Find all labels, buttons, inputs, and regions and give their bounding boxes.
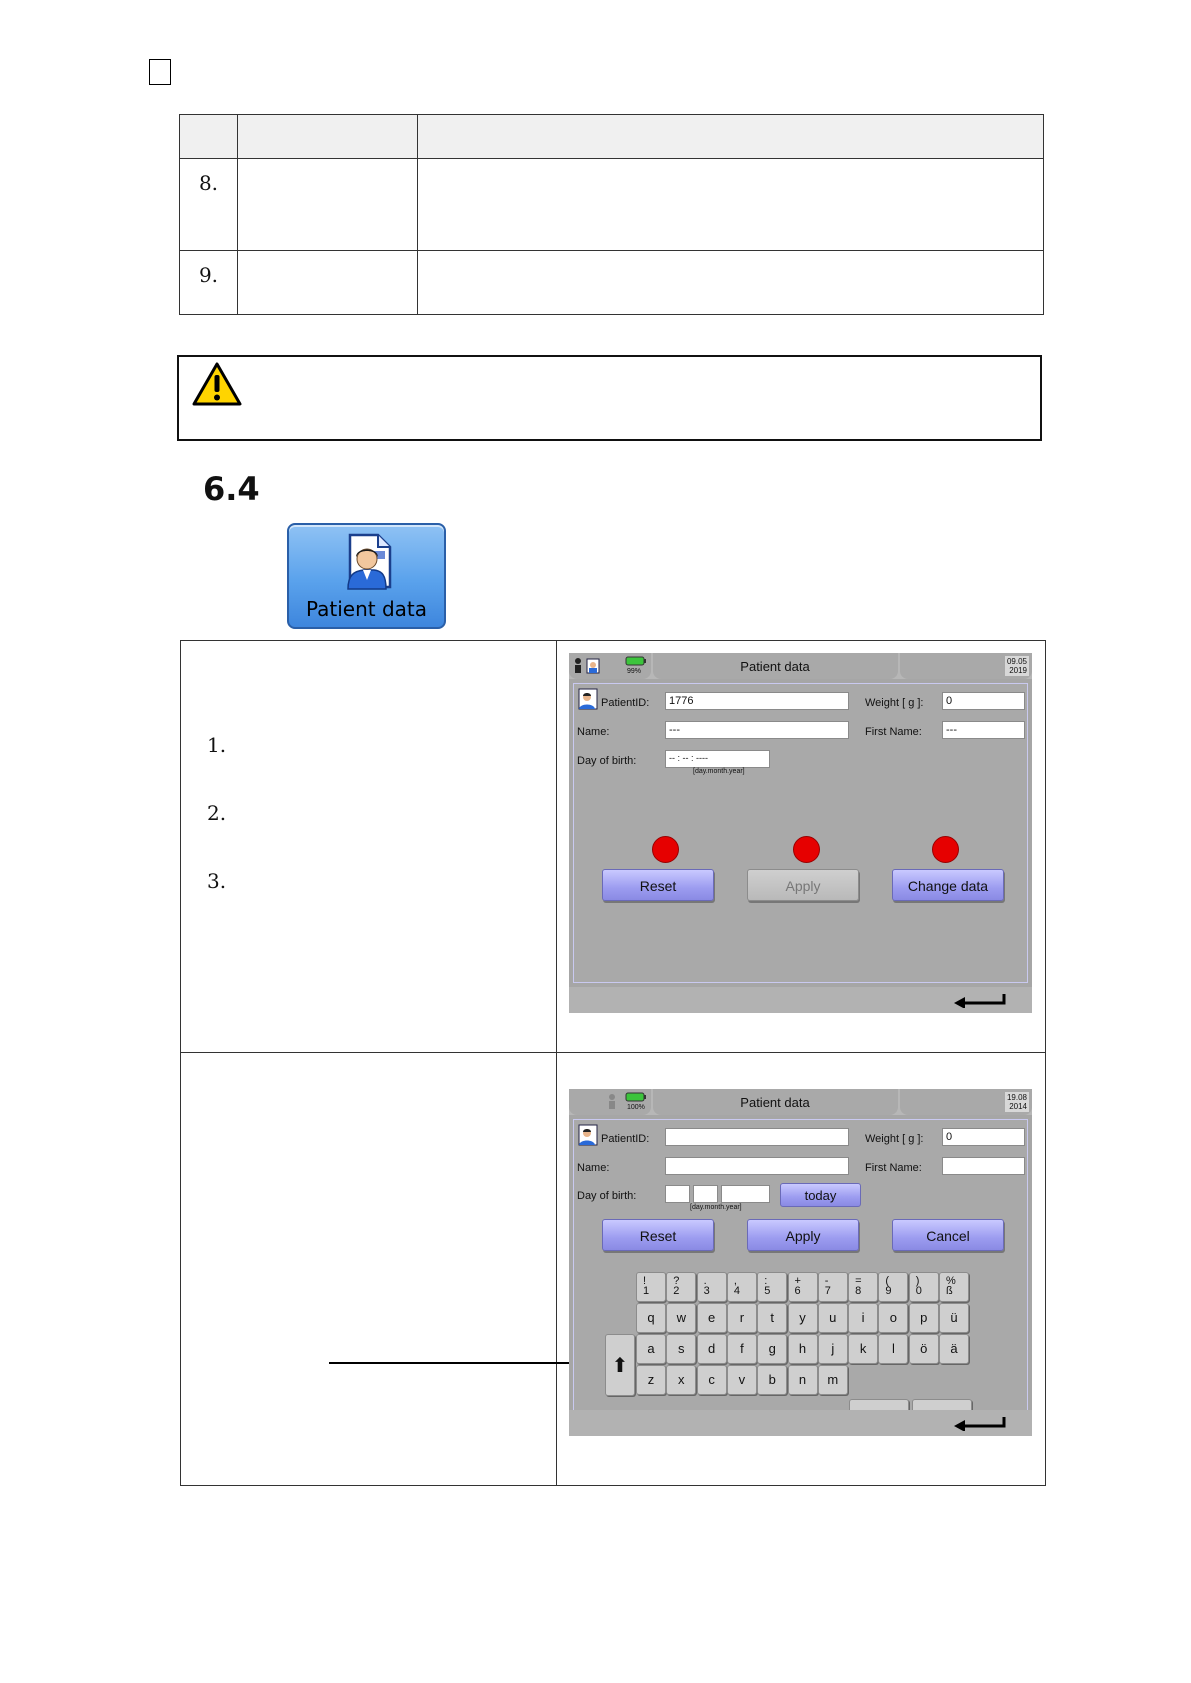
key-8[interactable]: = 8 xyxy=(848,1272,878,1302)
apply-button[interactable]: Apply xyxy=(747,869,859,901)
patient-data-button-label: Patient data xyxy=(305,597,428,621)
form-area xyxy=(573,1119,1028,1413)
date-display: 09.05 2019 xyxy=(1006,657,1027,675)
battery-percent: 100% xyxy=(627,1104,645,1111)
key-r[interactable]: r xyxy=(727,1303,757,1333)
reset-button[interactable]: Reset xyxy=(602,869,714,901)
patient-card-icon xyxy=(577,688,599,710)
battery-icon xyxy=(625,1091,647,1103)
pointer-arrow xyxy=(329,1362,591,1364)
key-m[interactable]: m xyxy=(818,1365,848,1395)
status-indicator xyxy=(932,836,959,863)
cancel-button[interactable]: Cancel xyxy=(892,1219,1004,1251)
key-5[interactable]: : 5 xyxy=(757,1272,787,1302)
form-area xyxy=(573,683,1028,983)
patient-data-button[interactable] xyxy=(287,523,446,629)
key-4[interactable]: , 4 xyxy=(727,1272,757,1302)
row-number: 8. xyxy=(180,159,238,251)
table-header-row xyxy=(180,115,1044,159)
patient-id-field[interactable] xyxy=(665,1128,849,1146)
key-ä[interactable]: ä xyxy=(939,1334,969,1364)
screen-title: Patient data xyxy=(740,1095,810,1110)
table-row xyxy=(180,251,1044,315)
dob-month-field[interactable] xyxy=(693,1185,718,1203)
weight-label: Weight [ g ]: xyxy=(865,1133,924,1145)
apply-button[interactable]: Apply xyxy=(747,1219,859,1251)
step-number: 3. xyxy=(207,869,227,893)
key-q[interactable]: q xyxy=(636,1303,666,1333)
key-v[interactable]: v xyxy=(727,1365,757,1395)
key-3[interactable]: . 3 xyxy=(697,1272,727,1302)
key-ö[interactable]: ö xyxy=(909,1334,939,1364)
patient-card-icon xyxy=(577,1124,599,1146)
first-name-field[interactable] xyxy=(942,1157,1025,1175)
status-bar xyxy=(569,653,1032,679)
key-x[interactable]: x xyxy=(666,1365,696,1395)
key-9[interactable]: ( 9 xyxy=(878,1272,908,1302)
dob-field[interactable]: -- : -- : ---- xyxy=(665,750,770,768)
table-row xyxy=(181,1053,1046,1486)
patient-status-icon xyxy=(605,1093,619,1111)
dob-label: Day of birth: xyxy=(577,755,637,767)
key-p[interactable]: p xyxy=(909,1303,939,1333)
checkbox[interactable] xyxy=(149,59,171,85)
key-i[interactable]: i xyxy=(848,1303,878,1333)
return-arrow-icon[interactable] xyxy=(952,1415,1008,1431)
patient-id-label: PatientID: xyxy=(601,697,650,709)
dob-hint: [day.month.year] xyxy=(690,1204,742,1211)
key-y[interactable]: y xyxy=(788,1303,818,1333)
patient-data-edit-screen-view xyxy=(569,1089,1032,1436)
battery-icon xyxy=(625,655,647,667)
row-number: 9. xyxy=(180,251,238,315)
patient-id-field[interactable]: 1776 xyxy=(665,692,849,710)
first-name-label: First Name: xyxy=(865,726,922,738)
dob-year-field[interactable] xyxy=(721,1185,770,1203)
dob-hint: [day.month.year] xyxy=(693,768,745,775)
step-number: 1. xyxy=(207,733,227,757)
name-field[interactable]: --- xyxy=(665,721,849,739)
first-name-label: First Name: xyxy=(865,1162,922,1174)
key-2[interactable]: ? 2 xyxy=(666,1272,696,1302)
first-name-field[interactable]: --- xyxy=(942,721,1025,739)
key-s[interactable]: s xyxy=(666,1334,696,1364)
change-data-button[interactable]: Change data xyxy=(892,869,1004,901)
key-h[interactable]: h xyxy=(788,1334,818,1364)
key-g[interactable]: g xyxy=(757,1334,787,1364)
dob-label: Day of birth: xyxy=(577,1190,637,1202)
key-f[interactable]: f xyxy=(727,1334,757,1364)
key-n[interactable]: n xyxy=(788,1365,818,1395)
screen-title: Patient data xyxy=(740,659,810,674)
weight-field[interactable]: 0 xyxy=(942,1128,1025,1146)
weight-field[interactable]: 0 xyxy=(942,692,1025,710)
key-0[interactable]: ) 0 xyxy=(909,1272,939,1302)
key-t[interactable]: t xyxy=(757,1303,787,1333)
patient-status-icon xyxy=(573,657,603,675)
key-o[interactable]: o xyxy=(878,1303,908,1333)
key-6[interactable]: + 6 xyxy=(788,1272,818,1302)
step-list xyxy=(207,733,226,937)
key-ß[interactable]: % ß xyxy=(939,1272,969,1302)
key-z[interactable]: z xyxy=(636,1365,666,1395)
key-ü[interactable]: ü xyxy=(939,1303,969,1333)
return-arrow-icon[interactable] xyxy=(952,992,1008,1008)
patient-card-icon xyxy=(342,533,394,591)
key-j[interactable]: j xyxy=(818,1334,848,1364)
step-number: 2. xyxy=(207,801,227,825)
name-label: Name: xyxy=(577,1162,610,1174)
parameter-table xyxy=(179,114,1044,315)
date-display: 19.08 2014 xyxy=(1006,1093,1027,1111)
warning-icon xyxy=(191,361,243,407)
section-number: 6.4 xyxy=(203,470,260,508)
key-7[interactable]: - 7 xyxy=(818,1272,848,1302)
shift-key[interactable]: ⬆ xyxy=(605,1334,635,1396)
status-bar xyxy=(569,1089,1032,1115)
key-k[interactable]: k xyxy=(848,1334,878,1364)
bottom-bar xyxy=(569,1410,1032,1436)
table-row xyxy=(181,641,1046,1053)
key-w[interactable]: w xyxy=(666,1303,696,1333)
key-c[interactable]: c xyxy=(697,1365,727,1395)
battery-percent: 99% xyxy=(627,668,642,675)
key-a[interactable]: a xyxy=(636,1334,666,1364)
key-l[interactable]: l xyxy=(878,1334,908,1364)
dob-day-field[interactable] xyxy=(665,1185,690,1203)
patient-id-label: PatientID: xyxy=(601,1133,650,1145)
bottom-bar xyxy=(569,987,1032,1013)
patient-data-screen-view xyxy=(569,653,1032,1013)
reset-button[interactable]: Reset xyxy=(602,1219,714,1251)
instruction-table xyxy=(180,640,1046,1486)
key-u[interactable]: u xyxy=(818,1303,848,1333)
name-field[interactable] xyxy=(665,1157,849,1175)
name-label: Name: xyxy=(577,726,610,738)
weight-label: Weight [ g ]: xyxy=(865,697,924,709)
key-e[interactable]: e xyxy=(697,1303,727,1333)
key-d[interactable]: d xyxy=(697,1334,727,1364)
warning-box xyxy=(177,355,1042,441)
status-indicator xyxy=(652,836,679,863)
today-button[interactable]: today xyxy=(780,1183,861,1207)
key-1[interactable]: ! 1 xyxy=(636,1272,666,1302)
table-row xyxy=(180,159,1044,251)
key-b[interactable]: b xyxy=(757,1365,787,1395)
status-indicator xyxy=(793,836,820,863)
